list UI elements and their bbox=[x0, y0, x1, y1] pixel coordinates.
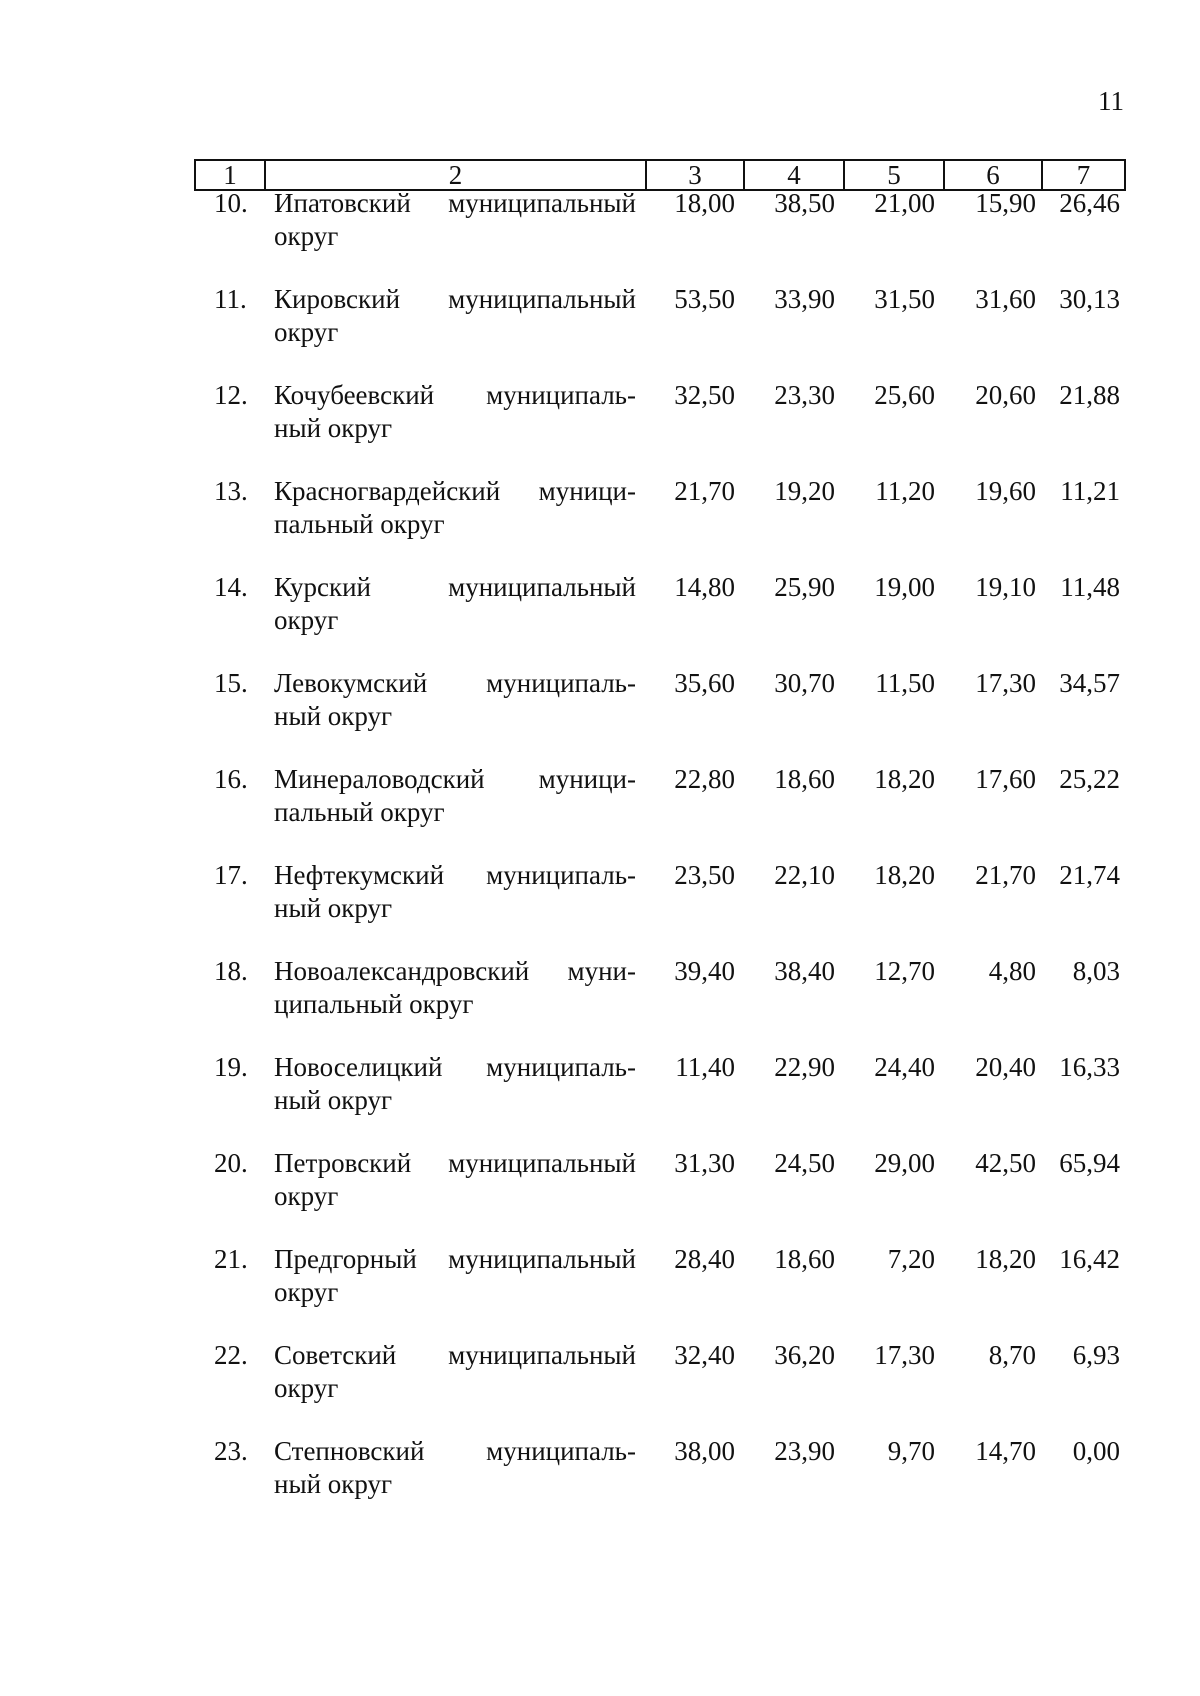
value-col-3: 18,00 bbox=[674, 188, 735, 218]
value-col-7: 0,00 bbox=[1072, 1436, 1120, 1466]
value-col-4: 38,50 bbox=[774, 188, 835, 218]
district-name bbox=[274, 1243, 636, 1309]
row-number: 20. bbox=[214, 1148, 248, 1178]
value-col-3: 32,40 bbox=[674, 1340, 735, 1370]
row-number: 14. bbox=[214, 572, 248, 602]
value-col-4: 38,40 bbox=[774, 956, 835, 986]
district-name-line-1: Кировский муниципальный bbox=[274, 284, 636, 314]
header-cell-4: 4 bbox=[745, 161, 845, 189]
value-col-5: 17,30 bbox=[874, 1340, 935, 1370]
value-col-3: 32,50 bbox=[674, 380, 735, 410]
value-col-6: 19,60 bbox=[975, 476, 1036, 506]
table-row bbox=[194, 475, 1126, 571]
district-name-line-2: пальный округ bbox=[274, 509, 445, 539]
value-col-4: 22,10 bbox=[774, 860, 835, 890]
district-name-line-2: ный округ bbox=[274, 701, 393, 731]
value-col-7: 21,88 bbox=[1059, 380, 1120, 410]
value-col-5: 24,40 bbox=[874, 1052, 935, 1082]
value-col-5: 7,20 bbox=[887, 1244, 935, 1274]
value-col-4: 24,50 bbox=[774, 1148, 835, 1178]
header-cell-6: 6 bbox=[945, 161, 1043, 189]
value-col-3: 35,60 bbox=[674, 668, 735, 698]
value-col-4: 18,60 bbox=[774, 764, 835, 794]
district-name-line-1: Нефтекумский муниципаль- bbox=[274, 860, 636, 890]
header-cell-2: 2 bbox=[266, 161, 647, 189]
district-name bbox=[274, 571, 636, 637]
page-number: 11 bbox=[1098, 86, 1124, 116]
value-col-6: 17,60 bbox=[975, 764, 1036, 794]
district-name-line-2: округ bbox=[274, 605, 339, 635]
value-col-3: 21,70 bbox=[674, 476, 735, 506]
value-col-3: 22,80 bbox=[674, 764, 735, 794]
district-name-line-1: Новоалександровский муни- bbox=[274, 956, 636, 986]
district-name bbox=[274, 187, 636, 253]
district-name bbox=[274, 1339, 636, 1405]
district-name bbox=[274, 1051, 636, 1117]
value-col-6: 15,90 bbox=[975, 188, 1036, 218]
value-col-6: 20,60 bbox=[975, 380, 1036, 410]
value-col-7: 8,03 bbox=[1072, 956, 1120, 986]
header-cell-7: 7 bbox=[1076, 160, 1091, 190]
district-name-line-2: округ bbox=[274, 1373, 339, 1403]
table-row bbox=[194, 1051, 1126, 1147]
value-col-4: 25,90 bbox=[774, 572, 835, 602]
value-col-6: 21,70 bbox=[975, 860, 1036, 890]
district-name-line-2: ципальный округ bbox=[274, 989, 474, 1019]
value-col-3: 39,40 bbox=[674, 956, 735, 986]
header-cell-5: 5 bbox=[845, 161, 945, 189]
header-cell-1: 1 bbox=[196, 161, 266, 189]
value-col-3: 31,30 bbox=[674, 1148, 735, 1178]
row-number: 21. bbox=[214, 1244, 248, 1274]
table-row bbox=[194, 1147, 1126, 1243]
district-name-line-2: ный округ bbox=[274, 1469, 393, 1499]
district-name-line-1: Новоселицкий муниципаль- bbox=[274, 1052, 636, 1082]
row-number: 19. bbox=[214, 1052, 248, 1082]
table-row bbox=[194, 571, 1126, 667]
row-number: 17. bbox=[214, 860, 248, 890]
value-col-5: 19,00 bbox=[874, 572, 935, 602]
value-col-5: 31,50 bbox=[874, 284, 935, 314]
row-number: 16. bbox=[214, 764, 248, 794]
table-row bbox=[194, 667, 1126, 763]
district-name-line-2: округ bbox=[274, 1277, 339, 1307]
value-col-5: 25,60 bbox=[874, 380, 935, 410]
value-col-7: 34,57 bbox=[1059, 668, 1120, 698]
value-col-4: 18,60 bbox=[774, 1244, 835, 1274]
value-col-5: 18,20 bbox=[874, 764, 935, 794]
district-name-line-1: Советский муниципальный bbox=[274, 1340, 636, 1370]
district-name bbox=[274, 667, 636, 733]
value-col-4: 22,90 bbox=[774, 1052, 835, 1082]
value-col-3: 14,80 bbox=[674, 572, 735, 602]
row-number: 23. bbox=[214, 1436, 248, 1466]
value-col-7: 6,93 bbox=[1072, 1340, 1120, 1370]
value-col-3: 28,40 bbox=[674, 1244, 735, 1274]
value-col-7: 30,13 bbox=[1059, 284, 1120, 314]
value-col-7: 65,94 bbox=[1059, 1148, 1120, 1178]
value-col-6: 31,60 bbox=[975, 284, 1036, 314]
value-col-5: 11,20 bbox=[875, 476, 935, 506]
district-name-line-2: ный округ bbox=[274, 1085, 393, 1115]
row-number: 22. bbox=[214, 1340, 248, 1370]
district-name-line-2: округ bbox=[274, 317, 339, 347]
value-col-7: 25,22 bbox=[1059, 764, 1120, 794]
district-name-line-1: Левокумский муниципаль- bbox=[274, 668, 636, 698]
table-row bbox=[194, 283, 1126, 379]
value-col-5: 9,70 bbox=[887, 1436, 935, 1466]
value-col-5: 21,00 bbox=[874, 188, 935, 218]
value-col-6: 18,20 bbox=[975, 1244, 1036, 1274]
value-col-6: 42,50 bbox=[975, 1148, 1036, 1178]
value-col-3: 38,00 bbox=[674, 1436, 735, 1466]
table-row bbox=[194, 1243, 1126, 1339]
value-col-6: 17,30 bbox=[975, 668, 1036, 698]
table-row bbox=[194, 763, 1126, 859]
row-number: 13. bbox=[214, 476, 248, 506]
row-number: 18. bbox=[214, 956, 248, 986]
table-row bbox=[194, 1339, 1126, 1435]
table-body bbox=[194, 187, 1126, 1531]
value-col-6: 8,70 bbox=[988, 1340, 1036, 1370]
value-col-4: 23,30 bbox=[774, 380, 835, 410]
value-col-5: 29,00 bbox=[874, 1148, 935, 1178]
row-number: 12. bbox=[214, 380, 248, 410]
district-name bbox=[274, 475, 636, 541]
table-row bbox=[194, 187, 1126, 283]
district-name bbox=[274, 1147, 636, 1213]
value-col-7: 16,42 bbox=[1059, 1244, 1120, 1274]
district-name-line-1: Минераловодский муници- bbox=[274, 764, 636, 794]
table-row bbox=[194, 379, 1126, 475]
district-name bbox=[274, 283, 636, 349]
district-name bbox=[274, 763, 636, 829]
value-col-4: 30,70 bbox=[774, 668, 835, 698]
district-name-line-2: округ bbox=[274, 1181, 339, 1211]
value-col-5: 12,70 bbox=[874, 956, 935, 986]
value-col-7: 11,21 bbox=[1060, 476, 1120, 506]
district-name-line-1: Курский муниципальный bbox=[274, 572, 636, 602]
value-col-6: 19,10 bbox=[975, 572, 1036, 602]
value-col-7: 21,74 bbox=[1059, 860, 1120, 890]
value-col-6: 14,70 bbox=[975, 1436, 1036, 1466]
district-name-line-2: ный округ bbox=[274, 413, 393, 443]
district-name bbox=[274, 859, 636, 925]
table-row bbox=[194, 1435, 1126, 1531]
district-name-line-1: Красногвардейский муници- bbox=[274, 476, 636, 506]
value-col-5: 11,50 bbox=[875, 668, 935, 698]
district-name bbox=[274, 1435, 636, 1501]
value-col-4: 19,20 bbox=[774, 476, 835, 506]
value-col-3: 23,50 bbox=[674, 860, 735, 890]
value-col-3: 53,50 bbox=[674, 284, 735, 314]
table-row bbox=[194, 955, 1126, 1051]
value-col-4: 23,90 bbox=[774, 1436, 835, 1466]
district-name-line-2: округ bbox=[274, 221, 339, 251]
value-col-4: 33,90 bbox=[774, 284, 835, 314]
value-col-3: 11,40 bbox=[675, 1052, 735, 1082]
value-col-7: 26,46 bbox=[1059, 188, 1120, 218]
value-col-7: 16,33 bbox=[1059, 1052, 1120, 1082]
district-name bbox=[274, 379, 636, 445]
district-name-line-1: Предгорный муниципальный bbox=[274, 1244, 636, 1274]
district-name-line-1: Кочубеевский муниципаль- bbox=[274, 380, 636, 410]
district-name-line-1: Степновский муниципаль- bbox=[274, 1436, 636, 1466]
district-name-line-2: пальный округ bbox=[274, 797, 445, 827]
row-number: 11. bbox=[214, 284, 247, 314]
district-name bbox=[274, 955, 636, 1021]
value-col-4: 36,20 bbox=[774, 1340, 835, 1370]
row-number: 15. bbox=[214, 668, 248, 698]
district-name-line-1: Петровский муниципальный bbox=[274, 1148, 636, 1178]
value-col-5: 18,20 bbox=[874, 860, 935, 890]
value-col-6: 20,40 bbox=[975, 1052, 1036, 1082]
district-name-line-1: Ипатовский муниципальный bbox=[274, 188, 636, 218]
table-row bbox=[194, 859, 1126, 955]
header-cell-3: 3 bbox=[647, 161, 745, 189]
value-col-6: 4,80 bbox=[988, 956, 1036, 986]
row-number: 10. bbox=[214, 188, 248, 218]
district-name-line-2: ный округ bbox=[274, 893, 393, 923]
value-col-7: 11,48 bbox=[1060, 572, 1120, 602]
